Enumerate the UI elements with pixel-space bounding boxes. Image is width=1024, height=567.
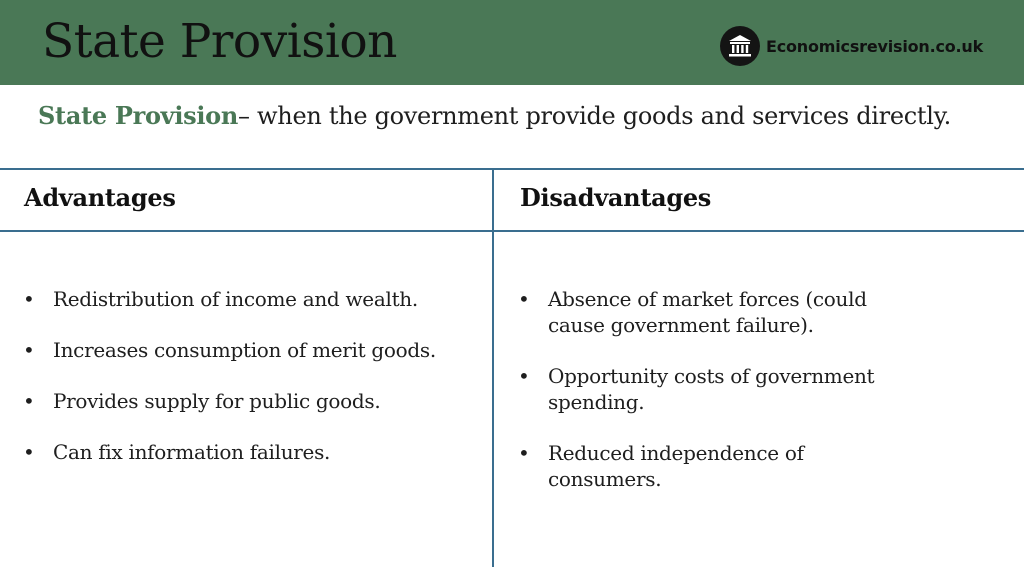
definition-text: – when the government provide goods and services directly. <box>238 102 952 130</box>
bullet-icon: • <box>518 287 530 311</box>
bullet-icon: • <box>23 287 35 311</box>
bullet-icon: • <box>23 338 35 362</box>
advantages-heading: Advantages <box>24 183 176 212</box>
table-header-rule <box>0 230 1024 232</box>
list-item <box>518 363 913 415</box>
page-title: State Provision <box>42 14 397 69</box>
disadvantage-text: Reduced independence of consumers. <box>548 441 804 491</box>
bullet-icon: • <box>23 440 35 464</box>
definition <box>38 98 1018 134</box>
brand-name[interactable]: Economicsrevision.co.uk <box>766 36 984 56</box>
header-bar <box>0 0 1024 85</box>
list-item <box>518 286 913 338</box>
list-item <box>23 337 463 363</box>
disadvantages-heading: Disadvantages <box>520 183 712 212</box>
list-item <box>23 286 463 312</box>
table-top-rule <box>0 168 1024 170</box>
disadvantage-text: Opportunity costs of government spending. <box>548 364 875 414</box>
disadvantages-list <box>518 286 913 517</box>
advantage-text: Provides supply for public goods. <box>53 389 381 413</box>
advantages-list <box>23 286 463 490</box>
bullet-icon: • <box>23 389 35 413</box>
advantage-text: Redistribution of income and wealth. <box>53 287 418 311</box>
bullet-icon: • <box>518 441 530 465</box>
disadvantage-text: Absence of market forces (could cause government failure). <box>548 287 867 337</box>
advantage-text: Can fix information failures. <box>53 440 331 464</box>
university-building-icon <box>720 26 760 66</box>
definition-term: State Provision <box>38 101 239 130</box>
bullet-icon: • <box>518 364 530 388</box>
brand[interactable] <box>720 26 983 66</box>
advantage-text: Increases consumption of merit goods. <box>53 338 436 362</box>
list-item <box>23 439 463 465</box>
list-item <box>23 388 463 414</box>
table-column-divider <box>492 168 494 567</box>
list-item <box>518 440 913 492</box>
